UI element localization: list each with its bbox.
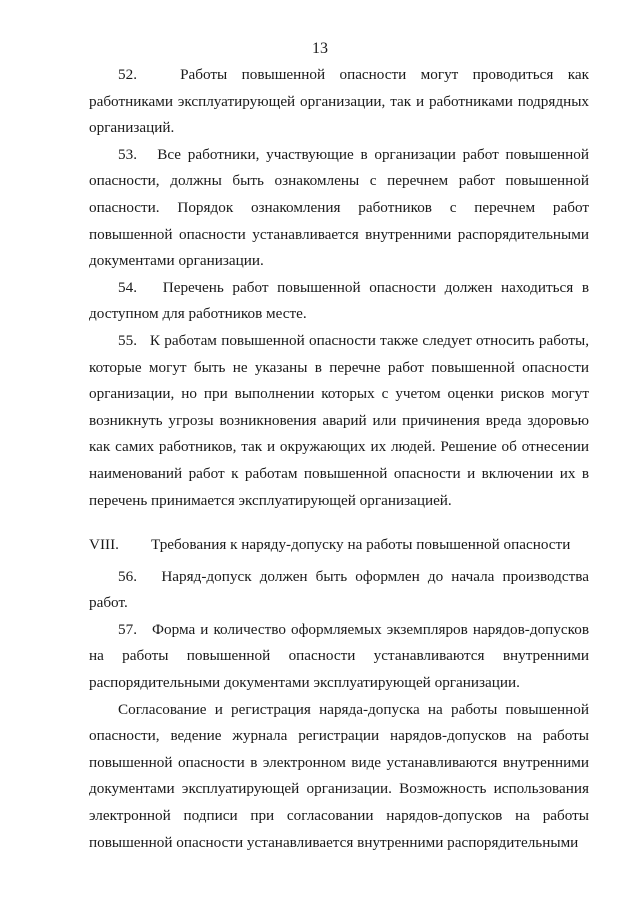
paragraph-55: 55. К работам повышенной опасности также следует относить работы, которые могут быть не указаны в перечне работ повышенной опасности организации, но при выполнении которых с учетом оценки рисков могут возникнуть угрозы возникновения аварий или причинения вреда здоровью как самих работников, так и окружающих их людей. Решение об отнесении наименований работ к работам повышенной опасности и включении их в перечень принимается эксплуатирующей организацией. <box>89 331 589 509</box>
paragraph-53: 53. Все работники, участвующие в организации работ повышенной опасности, должны быть ознакомлены с перечнем работ повышенной опасности. Порядок ознакомления работников с перечнем работ повышенной опасности устанавливается внутренними распорядительными документами организации. <box>89 145 589 270</box>
paragraph-54: 54. Перечень работ повышенной опасности должен находиться в доступном для работников месте. <box>89 278 589 323</box>
section-heading <box>89 532 589 559</box>
paragraph-57: 57. Форма и количество оформляемых экземпляров нарядов-допусков на работы повышенной опасности устанавливаются внутренними распорядительными документами эксплуатирующей организации. <box>89 620 589 692</box>
section-title: Требования к наряду-допуску на работы повышенной опасности <box>151 536 571 554</box>
paragraph-57-continued: Согласование и регистрация наряда-допуска на работы повышенной опасности, ведение журнала регистрации нарядов-допусков на работы повышенной опасности в электронном виде устанавливаются внутренними документами эксплуатирующей организации. Возможность использования электронной подписи при согласовании нарядов-допусков на работы повышенной опасности устанавливается внутренними распорядительными <box>89 700 589 851</box>
document-body <box>89 62 589 856</box>
paragraph-52: 52. Работы повышенной опасности могут проводиться как работниками эксплуатирующей организации, так и работниками подрядных организаций. <box>89 66 589 137</box>
section-number: VIII. <box>89 536 119 554</box>
page-number: 13 <box>312 40 328 57</box>
paragraph-56: 56. Наряд-допуск должен быть оформлен до начала производства работ. <box>89 567 589 612</box>
